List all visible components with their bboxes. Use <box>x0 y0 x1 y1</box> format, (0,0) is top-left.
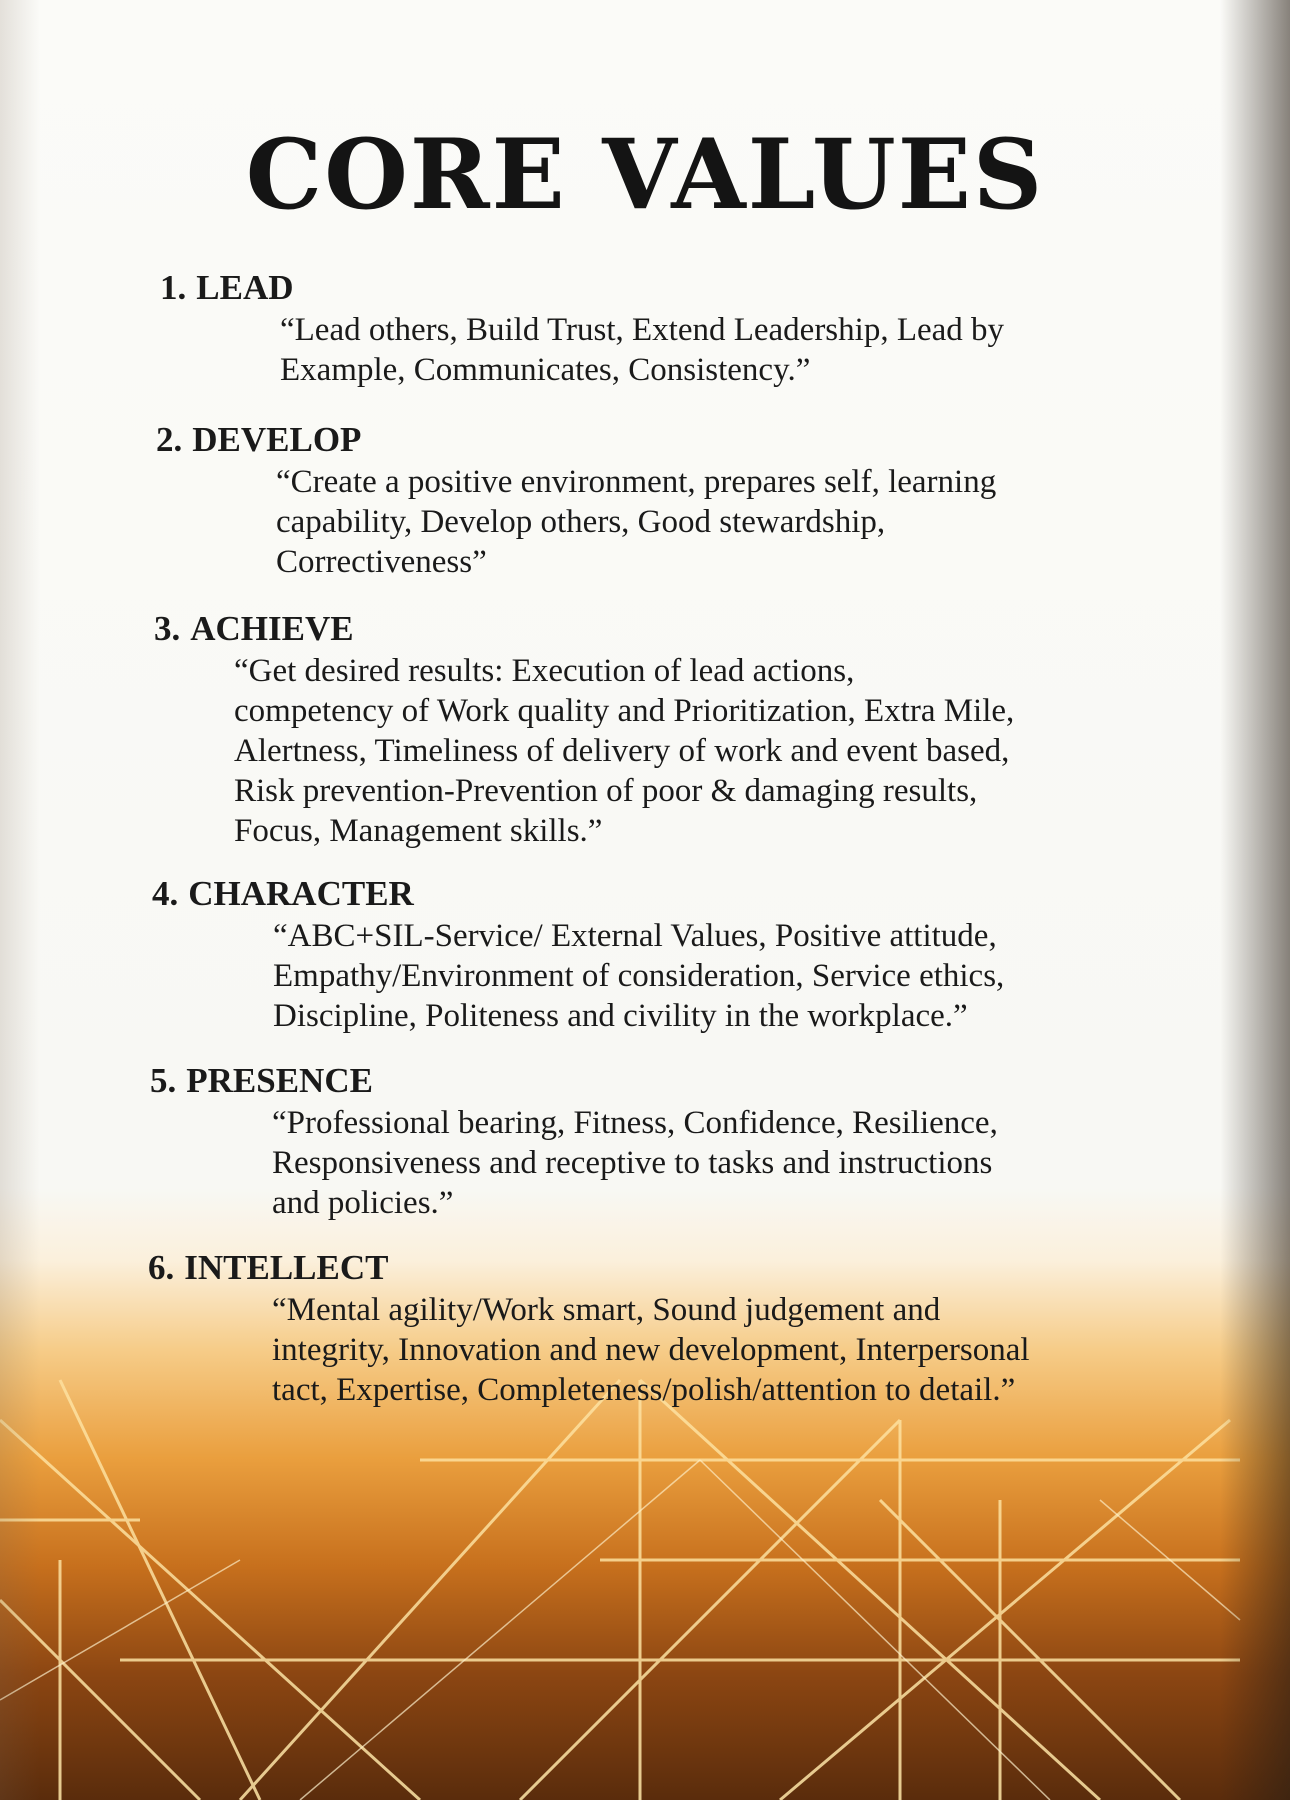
value-description: “Create a positive environment, prepares self, learning capability, Develop others, Good stewardship, Correctiveness” <box>276 464 997 580</box>
value-heading <box>148 1248 1222 1288</box>
value-heading <box>160 268 1160 308</box>
value-description: “Lead others, Build Trust, Extend Leadership, Lead by Example, Communicates, Consistency.” <box>280 312 1005 388</box>
value-description: “ABC+SIL-Service/ External Values, Positive attitude, Empathy/Environment of consideration, Service ethics, Discipline, Politeness and civility in the workplace.” <box>273 918 1005 1034</box>
right-edge-shade <box>1220 0 1290 1800</box>
page-title: CORE VALUES <box>245 118 1045 231</box>
value-description: “Professional bearing, Fitness, Confidence, Resilience, Responsiveness and receptive to tasks and instructions and policies.” <box>272 1105 998 1221</box>
value-heading <box>152 874 1173 914</box>
value-heading <box>154 609 1184 649</box>
value-number: 2. <box>156 420 183 459</box>
value-heading <box>150 1061 1172 1101</box>
value-number: 4. <box>152 874 179 913</box>
value-item-presence <box>150 1061 1172 1223</box>
value-description: “Mental agility/Work smart, Sound judgement and integrity, Innovation and new development, Interpersonal tact, Expertise, Completeness/polish/attention to detail.” <box>272 1292 1030 1408</box>
value-name: PRESENCE <box>186 1061 373 1100</box>
value-name: DEVELOP <box>192 420 362 459</box>
value-description: “Get desired results: Execution of lead actions, competency of Work quality and Prioritization, Extra Mile, Alertness, Timeliness of delivery of work and event based, Risk prevention-Prevention of poor & damaging results, Focus, Management skills.” <box>234 653 1015 849</box>
value-item-character <box>152 874 1173 1036</box>
value-item-develop <box>156 420 1156 582</box>
left-edge-shade <box>0 0 40 1800</box>
value-item-lead <box>160 268 1160 390</box>
value-name: INTELLECT <box>184 1248 389 1287</box>
value-number: 1. <box>160 268 187 307</box>
value-number: 5. <box>150 1061 177 1100</box>
value-name: CHARACTER <box>188 874 414 913</box>
value-number: 6. <box>148 1248 175 1287</box>
value-item-achieve <box>154 609 1184 851</box>
value-name: LEAD <box>196 268 294 307</box>
value-name: ACHIEVE <box>190 609 354 648</box>
value-item-intellect <box>148 1248 1222 1410</box>
value-number: 3. <box>154 609 181 648</box>
value-heading <box>156 420 1156 460</box>
